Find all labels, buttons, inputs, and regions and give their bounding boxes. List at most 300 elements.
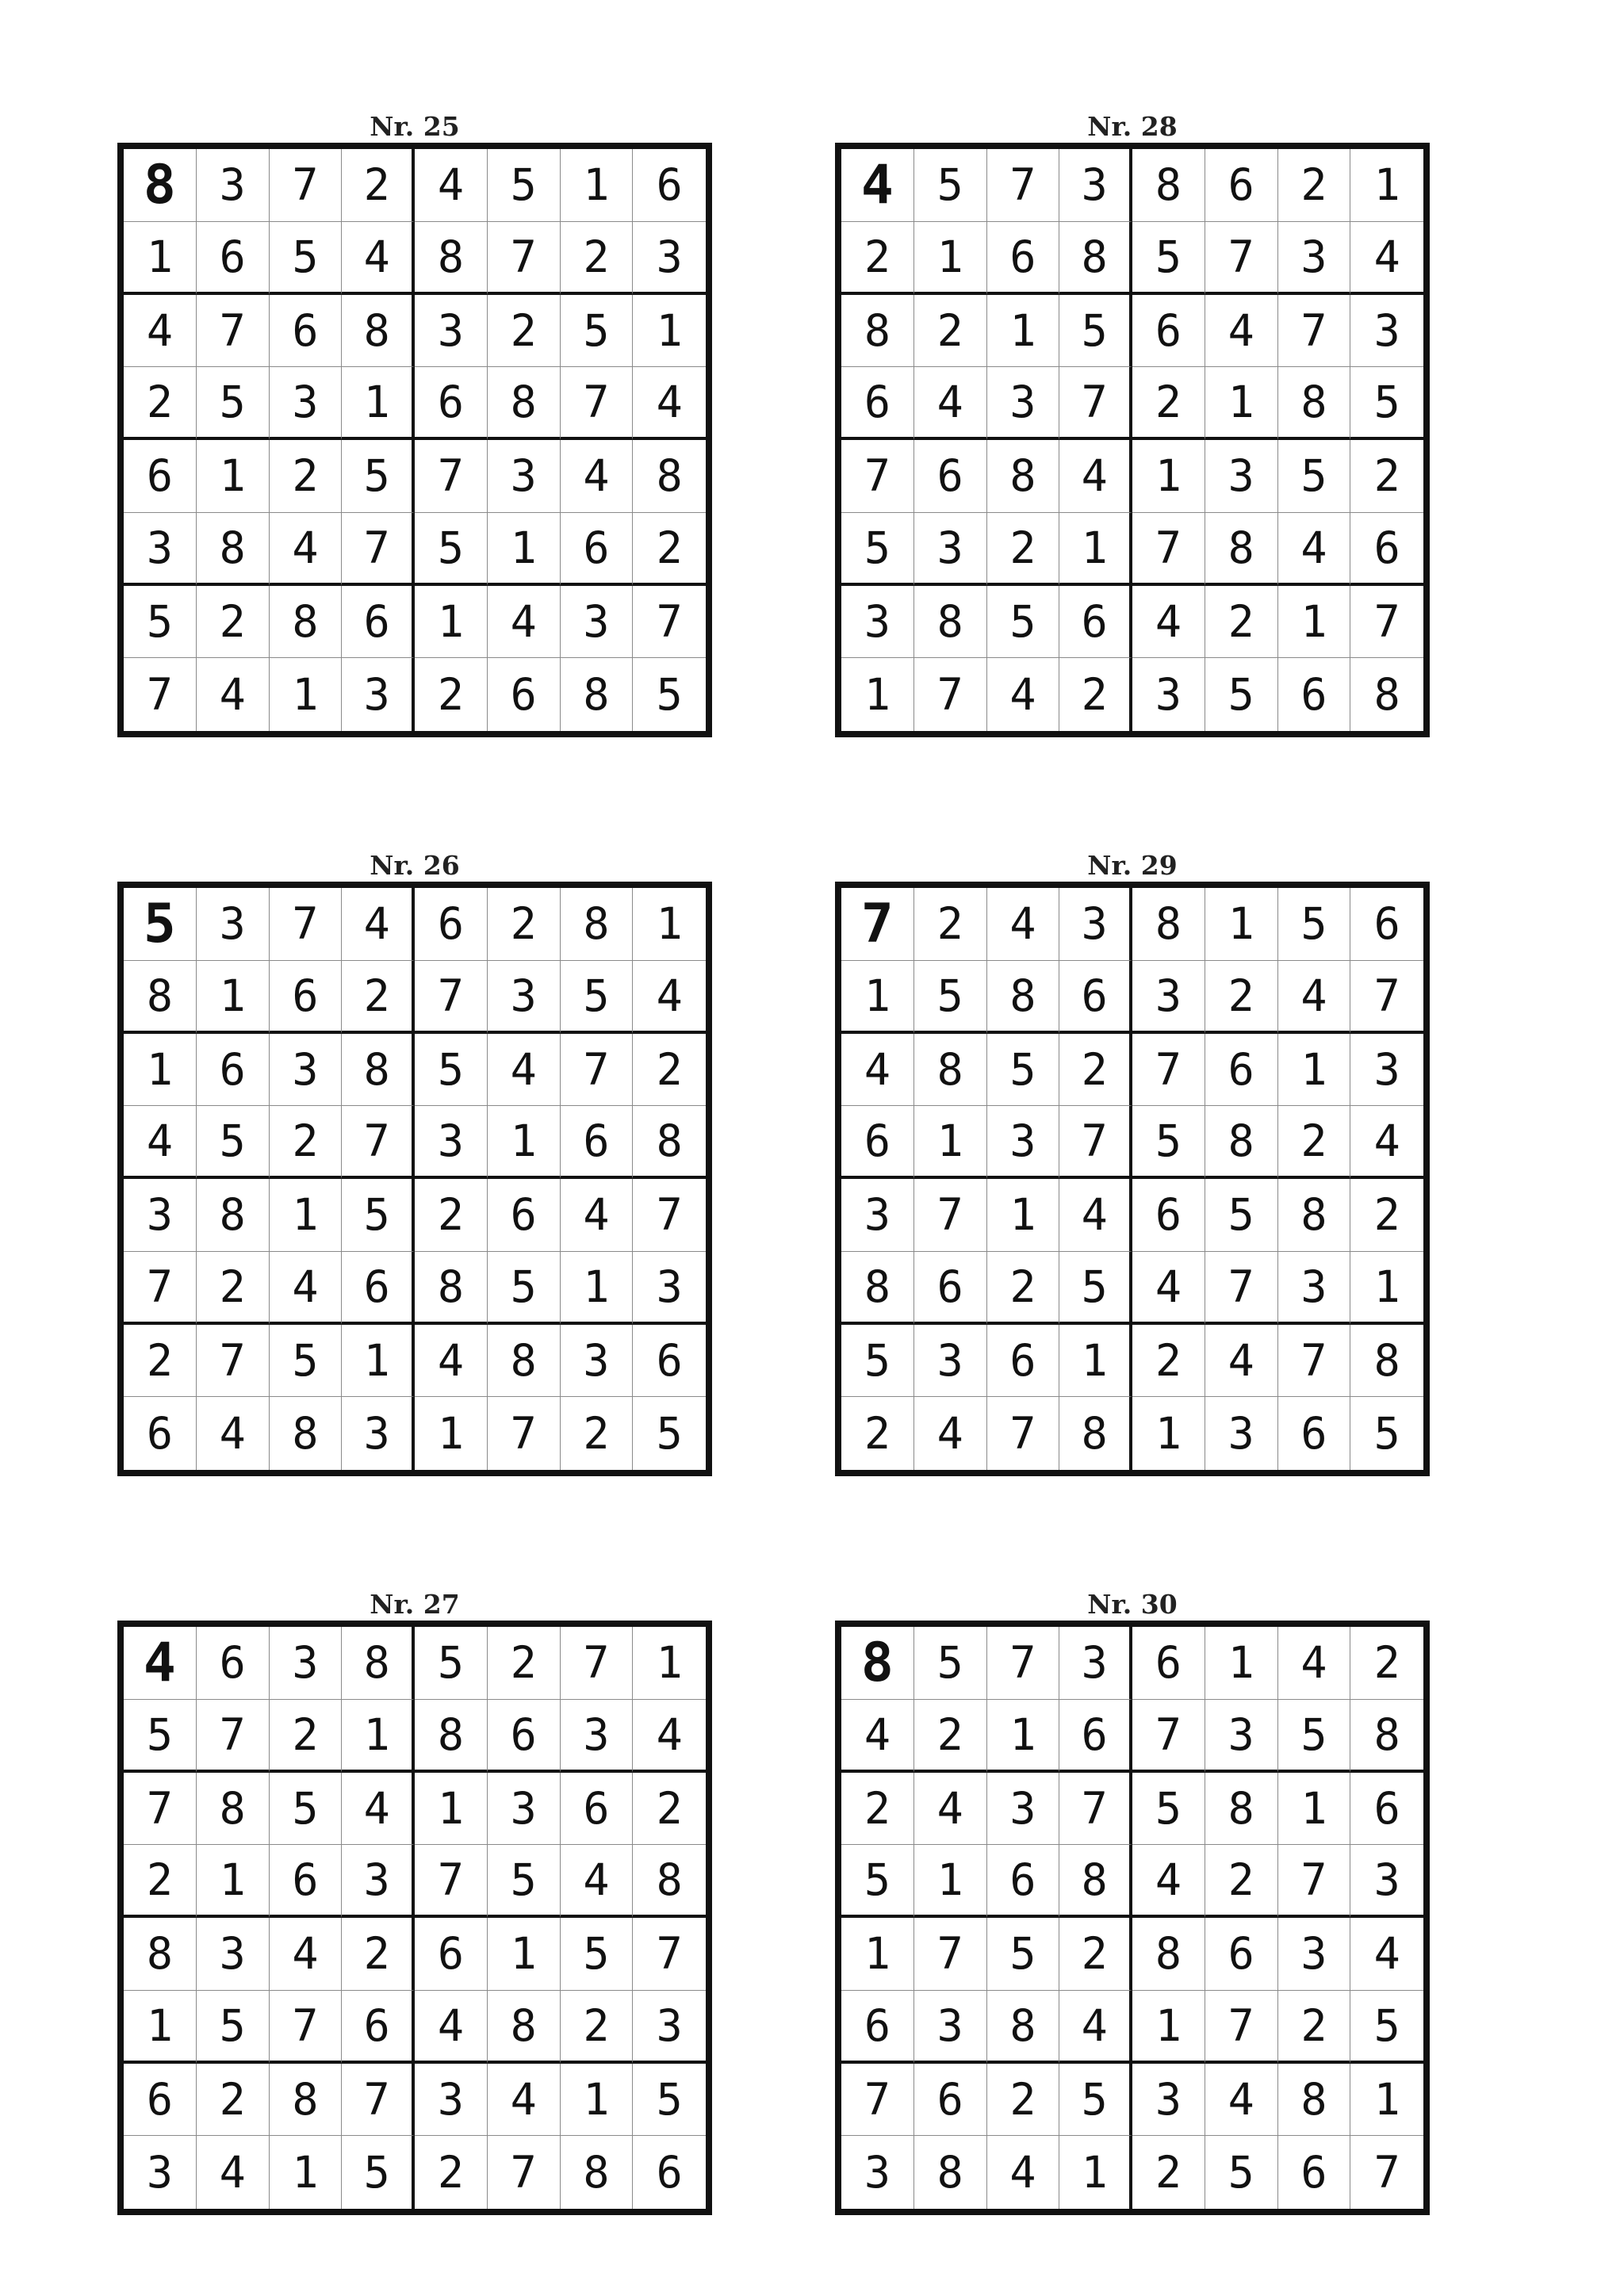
sudoku-cell: 8 — [270, 1397, 343, 1470]
puzzle-title: Nr. 26 — [370, 850, 460, 881]
sudoku-cell: 1 — [415, 586, 488, 659]
sudoku-cell: 5 — [656, 669, 683, 721]
sudoku-cell: 7 — [415, 961, 488, 1034]
sudoku-grid — [835, 1621, 1430, 2215]
sudoku-cell: 2 — [1132, 2136, 1205, 2209]
sudoku-cell: 2 — [342, 961, 415, 1034]
sudoku-cell: 4 — [1205, 1325, 1278, 1398]
sudoku-cell: 6 — [987, 1845, 1060, 1918]
sudoku-cell: 3 — [1205, 1700, 1278, 1773]
sudoku-cell: 5 — [124, 888, 197, 961]
sudoku-cell: 6 — [1059, 586, 1132, 659]
sudoku-cell: 3 — [1132, 2064, 1205, 2137]
sudoku-cell: 1 — [1059, 513, 1132, 586]
sudoku-cell: 5 — [488, 1845, 561, 1918]
sudoku-cell: 4 — [841, 1034, 914, 1107]
sudoku-cell: 1 — [1132, 1397, 1205, 1470]
sudoku-cell: 2 — [270, 440, 343, 513]
sudoku-cell: 5 — [633, 2064, 706, 2137]
sudoku-cell: 2 — [270, 1700, 343, 1773]
sudoku-cell: 4 — [1132, 1845, 1205, 1918]
sudoku-cell: 4 — [561, 440, 634, 513]
sudoku-cell: 8 — [561, 658, 634, 731]
sudoku-cell: 2 — [1205, 1845, 1278, 1918]
sudoku-cell: 2 — [914, 295, 987, 368]
sudoku-cell: 1 — [633, 295, 706, 368]
sudoku-cell: 4 — [1205, 295, 1278, 368]
sudoku-cell: 1 — [415, 1773, 488, 1846]
sudoku-cell: 8 — [1132, 149, 1205, 222]
sudoku-cell: 3 — [1059, 888, 1132, 961]
sudoku-cell: 5 — [1059, 1252, 1132, 1325]
sudoku-cell: 5 — [270, 222, 343, 295]
sudoku-cell: 7 — [270, 1991, 343, 2064]
sudoku-cell: 7 — [914, 1179, 987, 1252]
sudoku-cell: 2 — [342, 1918, 415, 1991]
sudoku-cell: 7 — [197, 295, 270, 368]
sudoku-cell: 8 — [342, 1627, 415, 1700]
sudoku-cell: 2 — [1132, 1325, 1205, 1398]
sudoku-cell: 3 — [124, 2136, 197, 2209]
sudoku-cell: 5 — [656, 1408, 683, 1460]
sudoku-cell: 7 — [561, 1627, 634, 1700]
sudoku-cell: 6 — [1350, 1773, 1423, 1846]
sudoku-cell: 1 — [633, 1627, 706, 1700]
sudoku-cell: 6 — [342, 1252, 415, 1325]
sudoku-cell: 6 — [1205, 1034, 1278, 1107]
sudoku-cell: 6 — [1132, 1179, 1205, 1252]
sudoku-cell: 2 — [633, 1773, 706, 1846]
sudoku-cell: 6 — [488, 658, 561, 731]
sudoku-cell: 1 — [197, 1845, 270, 1918]
sudoku-cell: 4 — [342, 222, 415, 295]
sudoku-cell: 8 — [1278, 2064, 1351, 2137]
sudoku-cell: 6 — [415, 1918, 488, 1991]
sudoku-cell: 5 — [1205, 2136, 1278, 2209]
sudoku-cell: 5 — [1278, 440, 1351, 513]
sudoku-cell: 8 — [914, 586, 987, 659]
sudoku-cell: 2 — [488, 1627, 561, 1700]
sudoku-cell: 1 — [488, 1106, 561, 1179]
sudoku-cell: 5 — [987, 1918, 1060, 1991]
sudoku-cell: 8 — [914, 1034, 987, 1107]
sudoku-cell: 3 — [561, 586, 634, 659]
sudoku-cell: 3 — [633, 222, 706, 295]
sudoku-cell: 6 — [914, 1252, 987, 1325]
sudoku-cell: 3 — [415, 1106, 488, 1179]
sudoku-cell: 1 — [841, 658, 914, 731]
sudoku-cell: 4 — [914, 367, 987, 440]
sudoku-cell: 8 — [488, 367, 561, 440]
sudoku-cell: 1 — [561, 149, 634, 222]
sudoku-cell: 5 — [561, 961, 634, 1034]
sudoku-cell: 6 — [987, 222, 1060, 295]
sudoku-cell: 1 — [633, 888, 706, 961]
sudoku-cell: 8 — [1205, 513, 1278, 586]
sudoku-cell: 1 — [914, 1106, 987, 1179]
sudoku-cell: 2 — [197, 2064, 270, 2137]
sudoku-cell: 1 — [1132, 440, 1205, 513]
sudoku-cell: 3 — [342, 658, 415, 731]
sudoku-cell: 5 — [124, 586, 197, 659]
sudoku-cell: 8 — [342, 295, 415, 368]
sudoku-grid — [117, 143, 712, 737]
sudoku-cell: 8 — [1205, 1773, 1278, 1846]
sudoku-cell: 4 — [488, 2064, 561, 2137]
sudoku-cell: 6 — [1132, 295, 1205, 368]
sudoku-cell: 8 — [561, 2136, 634, 2209]
sudoku-cell: 4 — [415, 149, 488, 222]
sudoku-cell: 1 — [124, 1991, 197, 2064]
sudoku-cell: 2 — [124, 1845, 197, 1918]
sudoku-cell: 8 — [987, 1991, 1060, 2064]
sudoku-cell: 4 — [1132, 586, 1205, 659]
sudoku-cell: 7 — [561, 1034, 634, 1107]
sudoku-cell: 8 — [914, 2136, 987, 2209]
sudoku-cell: 4 — [1059, 440, 1132, 513]
sudoku-cell: 4 — [1350, 222, 1423, 295]
sudoku-cell: 1 — [561, 1252, 634, 1325]
sudoku-cell: 6 — [270, 961, 343, 1034]
sudoku-cell: 6 — [841, 1991, 914, 2064]
sudoku-cell: 7 — [342, 1106, 415, 1179]
sudoku-cell: 8 — [415, 1700, 488, 1773]
sudoku-cell: 3 — [124, 513, 197, 586]
puzzle-title: Nr. 27 — [370, 1589, 460, 1620]
sudoku-cell: 3 — [914, 1991, 987, 2064]
sudoku-cell: 7 — [1350, 961, 1423, 1034]
sudoku-cell: 5 — [415, 513, 488, 586]
sudoku-cell: 5 — [1132, 1773, 1205, 1846]
sudoku-cell: 7 — [914, 658, 987, 731]
sudoku-cell: 6 — [561, 513, 634, 586]
sudoku-cell: 3 — [987, 1773, 1060, 1846]
sudoku-cell: 7 — [124, 658, 197, 731]
sudoku-cell: 2 — [415, 658, 488, 731]
sudoku-cell: 5 — [270, 1773, 343, 1846]
sudoku-cell: 8 — [987, 961, 1060, 1034]
sudoku-cell: 5 — [1132, 222, 1205, 295]
sudoku-grid — [835, 882, 1430, 1476]
sudoku-cell: 4 — [633, 1700, 706, 1773]
sudoku-cell: 3 — [1132, 658, 1205, 731]
sudoku-cell: 7 — [270, 888, 343, 961]
sudoku-cell: 6 — [987, 1325, 1060, 1398]
sudoku-cell: 5 — [987, 1034, 1060, 1107]
sudoku-cell: 5 — [488, 1252, 561, 1325]
sudoku-cell: 3 — [1278, 1918, 1351, 1991]
puzzle-title: Nr. 30 — [1087, 1589, 1178, 1620]
sudoku-cell: 4 — [633, 367, 706, 440]
sudoku-cell: 5 — [1059, 295, 1132, 368]
sudoku-cell: 7 — [633, 1179, 706, 1252]
sudoku-cell: 2 — [1205, 586, 1278, 659]
sudoku-cell: 1 — [270, 658, 343, 731]
sudoku-cell: 7 — [1350, 586, 1423, 659]
sudoku-cell: 8 — [1350, 1325, 1423, 1398]
sudoku-cell: 6 — [1059, 961, 1132, 1034]
sudoku-cell: 8 — [1278, 367, 1351, 440]
sudoku-cell: 8 — [1059, 1397, 1132, 1470]
sudoku-cell: 6 — [342, 1991, 415, 2064]
sudoku-cell: 5 — [488, 149, 561, 222]
sudoku-cell: 5 — [1205, 658, 1278, 731]
sudoku-cell: 8 — [561, 888, 634, 961]
puzzle-title: Nr. 28 — [1087, 111, 1178, 142]
sudoku-cell: 1 — [1059, 1325, 1132, 1398]
sudoku-cell: 8 — [415, 222, 488, 295]
sudoku-cell: 2 — [342, 149, 415, 222]
sudoku-cell: 8 — [1373, 669, 1400, 721]
sudoku-cell: 2 — [124, 1325, 197, 1398]
sudoku-cell: 8 — [415, 1252, 488, 1325]
sudoku-cell: 3 — [987, 367, 1060, 440]
sudoku-cell: 4 — [342, 1773, 415, 1846]
sudoku-cell: 7 — [488, 222, 561, 295]
sudoku-cell: 6 — [270, 1845, 343, 1918]
sudoku-cell: 4 — [270, 513, 343, 586]
sudoku-cell: 7 — [987, 149, 1060, 222]
sudoku-cell: 7 — [1278, 1325, 1351, 1398]
sudoku-cell: 8 — [197, 513, 270, 586]
sudoku-cell: 6 — [1278, 2136, 1351, 2209]
sudoku-cell: 2 — [1059, 1034, 1132, 1107]
sudoku-cell: 1 — [197, 961, 270, 1034]
sudoku-cell: 4 — [124, 1106, 197, 1179]
sudoku-cell: 7 — [1059, 1106, 1132, 1179]
sudoku-cell: 2 — [841, 222, 914, 295]
sudoku-cell: 2 — [1350, 1179, 1423, 1252]
sudoku-cell: 5 — [561, 295, 634, 368]
sudoku-cell: 3 — [270, 1034, 343, 1107]
sudoku-cell: 8 — [1059, 1845, 1132, 1918]
sudoku-cell: 3 — [987, 1106, 1060, 1179]
sudoku-cell: 7 — [197, 1700, 270, 1773]
sudoku-cell: 7 — [1205, 222, 1278, 295]
sudoku-cell: 4 — [1278, 513, 1351, 586]
sudoku-cell: 5 — [1132, 1106, 1205, 1179]
sudoku-cell: 1 — [1350, 1252, 1423, 1325]
sudoku-cell: 4 — [1278, 961, 1351, 1034]
sudoku-cell: 5 — [197, 1991, 270, 2064]
sudoku-cell: 7 — [342, 2064, 415, 2137]
sudoku-cell: 5 — [1350, 1991, 1423, 2064]
sudoku-cell: 5 — [270, 1325, 343, 1398]
sudoku-cell: 8 — [633, 1845, 706, 1918]
sudoku-cell: 6 — [656, 2147, 683, 2198]
sudoku-cell: 8 — [342, 1034, 415, 1107]
sudoku-cell: 1 — [1205, 367, 1278, 440]
sudoku-cell: 4 — [197, 658, 270, 731]
sudoku-cell: 3 — [270, 367, 343, 440]
sudoku-cell: 2 — [1059, 1918, 1132, 1991]
sudoku-cell: 7 — [561, 367, 634, 440]
sudoku-cell: 8 — [1132, 1918, 1205, 1991]
sudoku-cell: 3 — [1059, 149, 1132, 222]
sudoku-cell: 8 — [1059, 222, 1132, 295]
sudoku-cell: 2 — [987, 2064, 1060, 2137]
sudoku-cell: 8 — [197, 1773, 270, 1846]
sudoku-cell: 5 — [1350, 367, 1423, 440]
sudoku-cell: 4 — [488, 1034, 561, 1107]
sudoku-cell: 6 — [841, 1106, 914, 1179]
sudoku-cell: 1 — [561, 2064, 634, 2137]
sudoku-cell: 5 — [1059, 2064, 1132, 2137]
sudoku-cell: 1 — [987, 295, 1060, 368]
sudoku-cell: 7 — [124, 1773, 197, 1846]
sudoku-cell: 2 — [561, 222, 634, 295]
sudoku-cell: 3 — [1132, 961, 1205, 1034]
sudoku-cell: 3 — [914, 513, 987, 586]
sudoku-cell: 5 — [342, 2136, 415, 2209]
sudoku-cell: 1 — [270, 1179, 343, 1252]
sudoku-cell: 4 — [841, 1700, 914, 1773]
sudoku-cell: 2 — [914, 1700, 987, 1773]
sudoku-cell: 8 — [841, 1627, 914, 1700]
sudoku-cell: 4 — [197, 2136, 270, 2209]
sudoku-cell: 3 — [342, 1845, 415, 1918]
sudoku-cell: 4 — [841, 149, 914, 222]
sudoku-cell: 5 — [914, 961, 987, 1034]
sudoku-cell: 4 — [987, 2136, 1060, 2209]
sudoku-cell: 1 — [1278, 586, 1351, 659]
sudoku-cell: 7 — [270, 149, 343, 222]
sudoku-cell: 7 — [488, 1397, 561, 1470]
sudoku-cell: 1 — [841, 961, 914, 1034]
sudoku-cell: 4 — [197, 1397, 270, 1470]
sudoku-cell: 1 — [488, 513, 561, 586]
sudoku-cell: 6 — [342, 586, 415, 659]
sudoku-cell: 6 — [1278, 658, 1351, 731]
sudoku-cell: 3 — [197, 1918, 270, 1991]
sudoku-cell: 4 — [124, 1627, 197, 1700]
sudoku-cell: 2 — [841, 1397, 914, 1470]
sudoku-cell: 4 — [1059, 1991, 1132, 2064]
sudoku-cell: 2 — [1278, 149, 1351, 222]
sudoku-cell: 4 — [488, 586, 561, 659]
sudoku-cell: 3 — [561, 1700, 634, 1773]
sudoku-cell: 3 — [197, 149, 270, 222]
sudoku-cell: 5 — [415, 1627, 488, 1700]
sudoku-cell: 3 — [1350, 1845, 1423, 1918]
sudoku-cell: 5 — [124, 1700, 197, 1773]
sudoku-cell: 7 — [1205, 1991, 1278, 2064]
sudoku-cell: 6 — [488, 1700, 561, 1773]
sudoku-cell: 8 — [488, 1991, 561, 2064]
sudoku-cell: 3 — [841, 1179, 914, 1252]
sudoku-cell: 5 — [841, 513, 914, 586]
sudoku-cell: 7 — [342, 513, 415, 586]
sudoku-cell: 3 — [1205, 440, 1278, 513]
sudoku-cell: 3 — [488, 440, 561, 513]
sudoku-cell: 5 — [1205, 1179, 1278, 1252]
sudoku-cell: 5 — [914, 149, 987, 222]
sudoku-cell: 7 — [1132, 1034, 1205, 1107]
sudoku-cell: 7 — [1059, 367, 1132, 440]
sudoku-cell: 6 — [1205, 1918, 1278, 1991]
sudoku-cell: 3 — [1350, 1034, 1423, 1107]
sudoku-cell: 6 — [124, 2064, 197, 2137]
sudoku-cell: 4 — [270, 1918, 343, 1991]
sudoku-cell: 1 — [1205, 888, 1278, 961]
sudoku-cell: 3 — [914, 1325, 987, 1398]
sudoku-cell: 6 — [914, 440, 987, 513]
sudoku-cell: 4 — [415, 1991, 488, 2064]
sudoku-cell: 2 — [1278, 1991, 1351, 2064]
sudoku-cell: 2 — [415, 1179, 488, 1252]
sudoku-cell: 3 — [415, 2064, 488, 2137]
sudoku-cell: 3 — [124, 1179, 197, 1252]
sudoku-cell: 6 — [415, 367, 488, 440]
sudoku-cell: 8 — [987, 440, 1060, 513]
sudoku-cell: 6 — [914, 2064, 987, 2137]
sudoku-cell: 5 — [197, 367, 270, 440]
sudoku-cell: 2 — [987, 513, 1060, 586]
sudoku-grid — [117, 882, 712, 1476]
sudoku-cell: 1 — [841, 1918, 914, 1991]
sudoku-cell: 3 — [1059, 1627, 1132, 1700]
sudoku-cell: 6 — [197, 222, 270, 295]
sudoku-cell: 1 — [415, 1397, 488, 1470]
sudoku-cell: 1 — [1132, 1991, 1205, 2064]
sudoku-cell: 1 — [1350, 149, 1423, 222]
sudoku-cell: 7 — [488, 2136, 561, 2209]
sudoku-cell: 1 — [197, 440, 270, 513]
sudoku-cell: 6 — [633, 1325, 706, 1398]
sudoku-cell: 8 — [488, 1325, 561, 1398]
sudoku-cell: 6 — [841, 367, 914, 440]
sudoku-cell: 7 — [987, 1627, 1060, 1700]
sudoku-cell: 6 — [1278, 1397, 1351, 1470]
sudoku-cell: 7 — [841, 440, 914, 513]
sudoku-cell: 2 — [1350, 440, 1423, 513]
sudoku-cell: 8 — [270, 586, 343, 659]
sudoku-cell: 5 — [342, 440, 415, 513]
sudoku-cell: 5 — [1373, 1408, 1400, 1460]
sudoku-cell: 1 — [270, 2136, 343, 2209]
sudoku-cell: 4 — [987, 658, 1060, 731]
sudoku-cell: 1 — [124, 222, 197, 295]
sudoku-cell: 3 — [1350, 295, 1423, 368]
sudoku-cell: 1 — [342, 1700, 415, 1773]
sudoku-cell: 8 — [197, 1179, 270, 1252]
sudoku-cell: 4 — [1350, 1106, 1423, 1179]
sudoku-cell: 5 — [342, 1179, 415, 1252]
sudoku-cell: 7 — [987, 1397, 1060, 1470]
sudoku-cell: 7 — [841, 888, 914, 961]
sudoku-cell: 2 — [1132, 367, 1205, 440]
sudoku-cell: 5 — [914, 1627, 987, 1700]
sudoku-cell: 3 — [1278, 1252, 1351, 1325]
sudoku-cell: 8 — [841, 295, 914, 368]
sudoku-cell: 4 — [1350, 1918, 1423, 1991]
sudoku-cell: 3 — [197, 888, 270, 961]
sudoku-cell: 1 — [1059, 2136, 1132, 2209]
sudoku-cell: 4 — [342, 888, 415, 961]
sudoku-cell: 8 — [841, 1252, 914, 1325]
sudoku-cell: 2 — [488, 295, 561, 368]
sudoku-cell: 5 — [415, 1034, 488, 1107]
sudoku-cell: 6 — [1350, 888, 1423, 961]
sudoku-cell: 6 — [415, 888, 488, 961]
sudoku-cell: 5 — [987, 586, 1060, 659]
sudoku-cell: 2 — [914, 888, 987, 961]
sudoku-cell: 3 — [488, 961, 561, 1034]
sudoku-cell: 1 — [1278, 1773, 1351, 1846]
sudoku-cell: 6 — [197, 1034, 270, 1107]
sudoku-cell: 1 — [1205, 1627, 1278, 1700]
sudoku-cell: 4 — [1059, 1179, 1132, 1252]
